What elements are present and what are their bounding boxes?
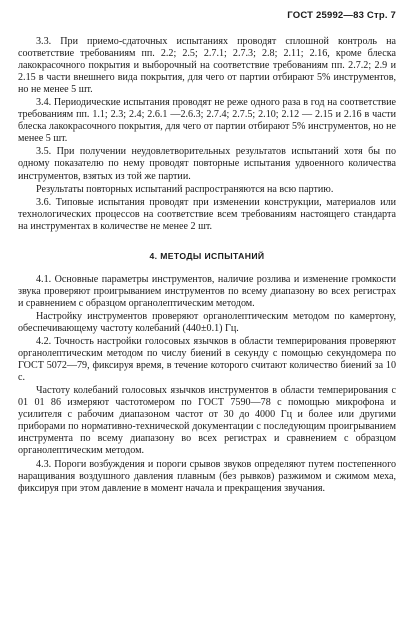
paragraph-4-2: 4.2. Точность настройки голосовых язычков в области темперирования проверяют органолептическим методом по числу биений в секунду с помощью секундомера по ГОСТ 5072—79, фиксируя время, в течение которого считают количество биений за 10 с. [18,336,396,384]
paragraph-3-4: 3.4. Периодические испытания проводят не реже одного раза в год на соответствие требованиям пп. 1.1; 2.3; 2.4; 2.6.1 —2.6.3; 2.7.4; 2.7.5; 2.10; 2.12 — 2.15 и 2.16 в части блеска лакокрасочного покрытия, для чего от партии отбирают 5% инструментов, но не менее 5 шт. [18,97,396,145]
paragraph-frequency: Частоту колебаний голосовых язычков инструментов в области темперирования с 01 01 86 измеряют частотомером по ГОСТ 7590—78 с помощью микрофона и усилителя с рабочим диапазоном частот от 30 до 4000 Гц и более или другими приборами по нормативно-технической документации с последующим проигрыванием инструмента по всему диапазону во всех регистрах и сравнением с образцом органолептическим методом. [18,385,396,457]
paragraph-3-3: 3.3. При приемо-сдаточных испытаниях проводят сплошной контроль на соответствие требованиям пп. 2.2; 2.5; 2.7.1; 2.7.3; 2.8; 2.11; 2.16, кроме блеска лакокрасочного покрытия и выборочный на соответствие требованиям пп. 2.7.2; 2.9 и 2.15 в части внешнего вида покрытия, для чего от партии отбирают 5% инструментов, но не менее 5 шт. [18,36,396,96]
paragraph-3-5: 3.5. При получении неудовлетворительных результатов испытаний хотя бы по одному показателю по нему проводят повторные испытания удвоенного количества инструментов, взятых из той же партии. [18,146,396,182]
document-body [18,36,396,495]
paragraph-repeat-results: Результаты повторных испытаний распространяются на всю партию. [36,183,334,195]
paragraph-3-6: 3.6. Типовые испытания проводят при изменении конструкции, материалов или технологических процессов на соответствие всем требованиям настоящего стандарта на инструментах в количестве не менее 2 шт. [18,196,396,232]
paragraph-tuning: Настройку инструментов проверяют органолептическим методом по камертону, обеспечивающему частоту колебаний (440±0.1) Гц. [18,310,396,334]
paragraph-4-1: 4.1. Основные параметры инструментов, наличие розлива и изменение громкости звука проверяют проигрыванием инструментов по всему диапазону во всех регистрах и сравнением с образцом органолептическим методом. [18,273,396,309]
page-header: ГОСТ 25992—83 Стр. 7 [287,10,396,21]
section-title: 4. МЕТОДЫ ИСПЫТАНИЙ [149,250,265,261]
paragraph-4-3: 4.3. Пороги возбуждения и пороги срывов звуков определяют путем постепенного наращивания воздушного давления плавным (без рывков) разжимом и сжимом меха, фиксируя при этом давление в момент начала и прекращения звучания. [18,458,396,494]
